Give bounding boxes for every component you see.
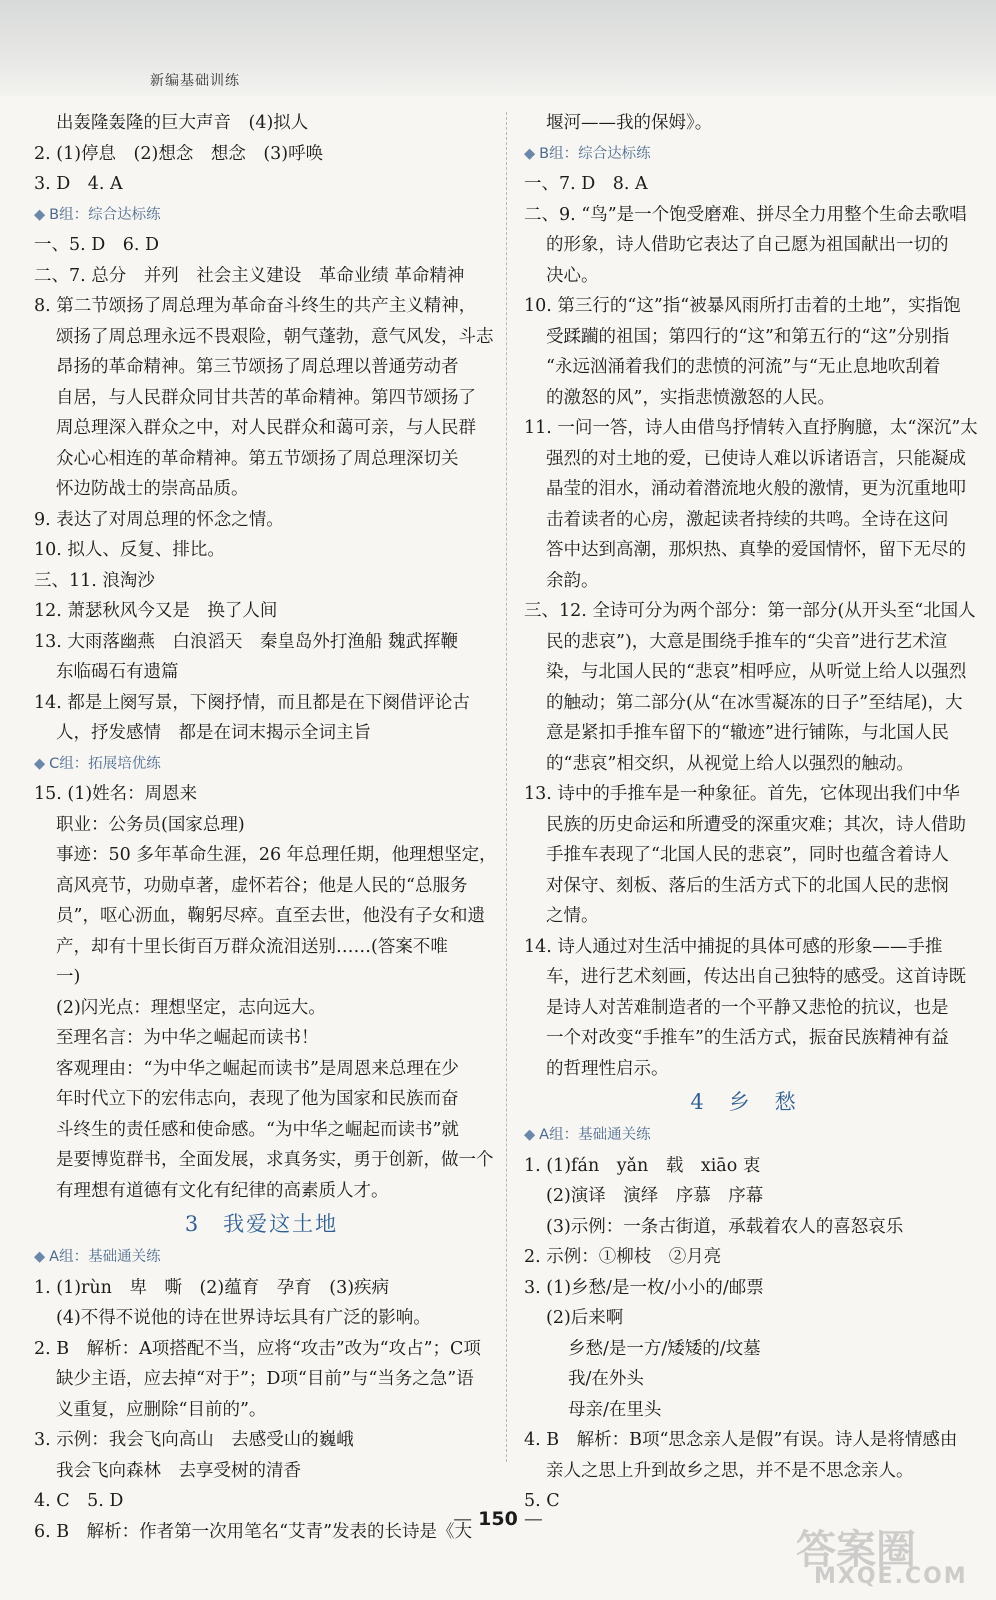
section-heading [34,200,489,231]
answer-line: 三、12. 全诗可分为两个部分：第一部分(从开头至“北国人 [524,601,976,621]
section-heading [34,1242,489,1273]
answer-line: 二、9. “鸟”是一个饱受磨难、拼尽全力用整个生命去歌唱 [524,204,967,225]
answer-line: 余韵。 [546,570,599,591]
answer-line: (3)示例：一条古街道，承载着农人的喜怒哀乐 [546,1216,904,1237]
answer-line: 14. 都是上阕写景，下阕抒情，而且都是在下阕借评论古 [34,692,470,713]
section-heading [524,1120,964,1151]
answer-line: 高风亮节，功勋卓著，虚怀若谷；他是人民的“总服务 [56,875,468,896]
answer-line: 3. D 4. A [34,174,123,194]
answer-line: 昂扬的革命精神。第三节颂扬了周总理以普通劳动者 [56,357,459,377]
watermark-subtext: MXQE.COM [814,1564,968,1589]
book-series-title: 新编基础训练 [150,73,240,89]
diamond-bullet-icon: ◆ [524,145,536,162]
answer-line: 一、5. D 6. D [34,235,160,255]
page-number-value: 150 [478,1508,518,1530]
answer-line: 手推车表现了“北国人民的悲哀”，同时也蕴含着诗人 [546,845,949,865]
section-heading [34,749,489,780]
answer-line: 13. 诗中的手推车是一种象征。首先，它体现出我们中华 [524,784,960,804]
answer-line: 母亲/在里头 [568,1399,662,1420]
answer-line: 2. 示例：①柳枝 ②月亮 [524,1247,722,1267]
answer-line: 击着读者的心房，激起读者持续的共鸣。全诗在这问 [546,509,949,530]
answer-line: 的哲理性启示。 [546,1058,669,1079]
page-number: — 150 — [453,1508,543,1530]
answer-line: (2)后来啊 [546,1308,624,1328]
answer-line: 之情。 [546,906,599,926]
answer-line: 我/在外头 [568,1369,644,1389]
answer-line: (4)不得不说他的诗在世界诗坛具有广泛的影响。 [56,1308,431,1328]
answer-line: “永远汹涌着我们的悲愤的河流”与“无止息地吹刮着 [546,357,941,377]
answer-line: 9. 表达了对周总理的怀念之情。 [34,509,284,530]
answer-line: 义重复，应删除“目前的”。 [56,1399,267,1420]
answer-line: 4. C 5. D [34,1491,124,1511]
answer-line: 民的悲哀”)，大意是围绕手推车的“尖音”进行艺术渲 [546,631,948,652]
answer-line: 2. B 解析：A项搭配不当，应将“攻击”改为“攻占”；C项 [34,1338,481,1359]
answer-line: 民族的历史命运和所遭受的深重灾难；其次，诗人借助 [546,814,966,835]
answer-line: 职业：公务员(国家总理) [56,814,245,835]
answer-line: 答中达到高潮，那炽热、真挚的爱国情怀，留下无尽的 [546,540,966,560]
diamond-bullet-icon: ◆ [34,1249,46,1265]
watermark-logo [796,1518,972,1592]
answer-line: 是诗人对苦难制造者的一个平静又悲怆的抗议，也是 [546,997,949,1018]
answer-line: 意是紧扣手推车留下的“辙迹”进行铺陈，与北国人民 [546,723,949,743]
answer-line: 的激怒的风”，实指悲愤激怒的人民。 [546,387,835,408]
answer-line: 一、7. D 8. A [524,174,648,194]
answer-line: 是要博览群书，全面发展，求真务实，勇于创新，做一个 [56,1150,494,1170]
answer-line: 自居，与人民群众同甘共苦的革命精神。第四节颂扬了 [56,387,476,408]
answer-line: 出轰隆轰隆的巨大声音 (4)拟人 [56,113,309,133]
diamond-bullet-icon: ◆ [34,755,46,772]
answer-line: 的“悲哀”相交织，从视觉上给人以强烈的触动。 [546,753,914,774]
answer-line: 二、7. 总分 并列 社会主义建设 革命业绩 革命精神 [34,265,465,286]
answer-line: 客观理由：“为中华之崛起而读书”是周恩来总理在少 [56,1058,459,1079]
answer-line: 员”，呕心沥血，鞠躬尽瘁。直至去世，他没有子女和遗 [56,906,485,926]
answer-line: 怀边防战士的崇高品质。 [56,479,249,499]
answer-line: 车，进行艺术刻画，传达出自己独特的感受。这首诗既 [546,967,966,987]
left-answer-column [34,108,497,1547]
answer-line: 我会飞向森林 去享受树的清香 [56,1460,301,1481]
right-answer-column [524,108,978,1517]
answer-line: 15. (1)姓名：周恩来 [34,784,198,804]
watermark-text: 答案圈 [796,1527,916,1573]
answer-line: 的形象，诗人借助它表达了自己愿为祖国献出一切的 [546,235,949,255]
answer-line: 堰河——我的保姆》。 [546,113,713,133]
column-divider [506,112,507,1462]
section-heading [524,139,964,170]
section-heading-text: B组：综合达标练 [49,206,161,223]
answer-line: 受蹂躏的祖国；第四行的“这”和第五行的“这”分别指 [546,326,950,347]
answer-line: 1. (1)rùn 卑 嘶 (2)蕴育 孕育 (3)疾病 [34,1277,390,1298]
answer-line: 人，抒发感情 都是在词末揭示全词主旨 [56,723,371,743]
answer-line: 3. (1)乡愁/是一枚/小小的/邮票 [524,1277,764,1298]
answer-line: 11. 一问一答，诗人由借鸟抒情转入直抒胸臆，太“深沉”太 [524,418,978,438]
answer-line: 对保守、刻板、落后的生活方式下的北国人民的悲悯 [546,875,949,896]
answer-line: 缺少主语，应去掉“对于”；D项“目前”与“当务之急”语 [56,1369,474,1389]
answer-line: 事迹：50 多年革命生涯，26 年总理任期，他理想坚定， [56,845,497,865]
section-heading-text: B组：综合达标练 [539,145,651,162]
chapter-title: 4 乡 愁 [690,1090,798,1114]
answer-line: 乡愁/是一方/矮矮的/坟墓 [568,1338,761,1359]
answer-line: 强烈的对土地的爱，已使诗人难以诉诸语言，只能凝成 [546,448,966,469]
answer-line: 6. B 解析：作者第一次用笔名“艾青”发表的长诗是《大 [34,1521,473,1542]
answer-line: (2)闪光点：理想坚定，志向远大。 [56,997,326,1018]
answer-line: 颂扬了周总理永远不畏艰险，朝气蓬勃，意气风发，斗志 [56,326,494,347]
answer-line: 10. 拟人、反复、排比。 [34,540,225,560]
answer-line: 3. 示例：我会飞向高山 去感受山的巍峨 [34,1430,354,1450]
chapter-title: 3 我爱这土地 [184,1212,339,1236]
answer-line: 8. 第二节颂扬了周总理为革命奋斗终生的共产主义精神， [34,296,477,316]
answer-line: 有理想有道德有文化有纪律的高素质人才。 [56,1180,389,1201]
section-heading-text: A组：基础通关练 [49,1249,161,1265]
answer-line: 10. 第三行的“这”指“被暴风雨所打击着的土地”，实指饱 [524,296,961,316]
answer-line: 14. 诗人通过对生活中捕捉的具体可感的形象——手推 [524,936,943,957]
answer-line: 一) [56,967,81,987]
answer-line: (2)演译 演绎 序慕 序幕 [546,1186,764,1206]
answer-line: 13. 大雨落幽燕 白浪滔天 秦皇岛外打渔船 魏武挥鞭 [34,631,458,652]
answer-line: 亲人之思上升到故乡之思，并不是不思念亲人。 [546,1460,914,1481]
diamond-bullet-icon: ◆ [34,206,46,223]
answer-line: 4. B 解析：B项“思念亲人是假”有误。诗人是将情感由 [524,1430,958,1450]
answer-line: 1. (1)fán yǎn 载 xiāo 衷 [524,1155,761,1176]
answer-line: 晶莹的泪水，涌动着潜流地火般的激情，更为沉重地叩 [546,479,966,499]
answer-line: 一个对改变“手推车”的生活方式，振奋民族精神有益 [546,1028,949,1048]
answer-line: 产，却有十里长街百万群众流泪送别……(答案不唯 [56,936,448,957]
answer-line: 年时代立下的宏伟志向，表现了他为国家和民族而奋 [56,1089,459,1109]
answer-line: 东临碣石有遗篇 [56,662,179,682]
section-heading-text: A组：基础通关练 [539,1127,651,1143]
answer-line: 斗终生的责任感和使命感。“为中华之崛起而读书”就 [56,1119,459,1140]
diamond-bullet-icon: ◆ [524,1127,536,1143]
answer-line: 三、11. 浪淘沙 [34,570,155,591]
answer-line: 5. C [524,1491,560,1511]
answer-line: 2. (1)停息 (2)想念 想念 (3)呼唤 [34,143,324,164]
answer-line: 染，与北国人民的“悲哀”相呼应，从听觉上给人以强烈 [546,662,967,682]
answer-line: 的触动；第二部分(从“在冰雪凝冻的日子”至结尾)，大 [546,692,963,713]
answer-line: 众心心相连的革命精神。第五节颂扬了周总理深切关 [56,448,459,469]
answer-line: 12. 萧瑟秋风今又是 换了人间 [34,601,278,621]
section-heading-text: C组：拓展培优练 [49,755,161,772]
answer-line: 周总理深入群众之中，对人民群众和蔼可亲，与人民群 [56,418,476,438]
answer-line: 决心。 [546,265,599,286]
answer-line: 至理名言：为中华之崛起而读书！ [56,1028,319,1048]
